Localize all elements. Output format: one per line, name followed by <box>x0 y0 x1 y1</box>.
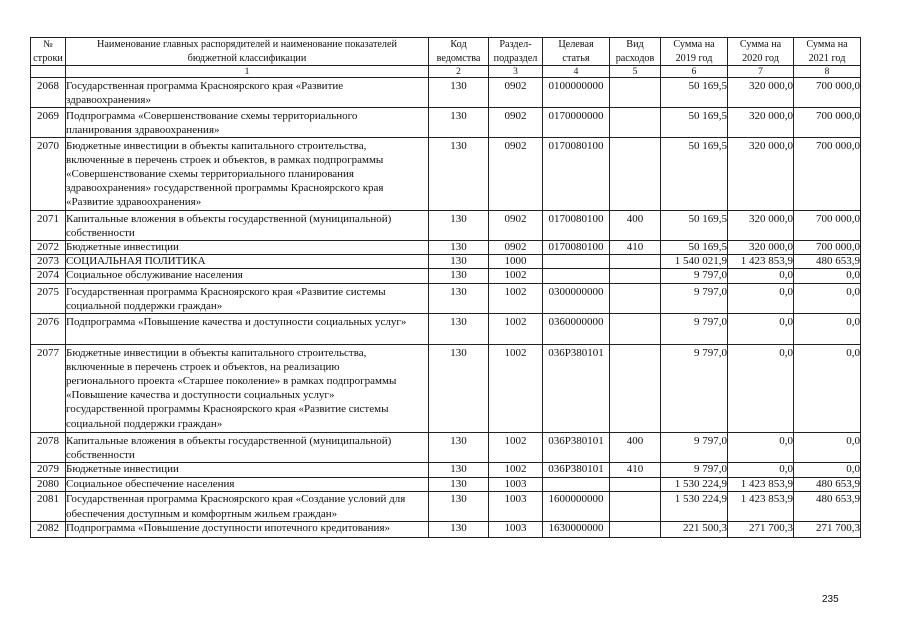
expense-type <box>610 477 661 491</box>
name-line: здравоохранения» государственной программы Красноярского края <box>66 182 384 195</box>
department-code: 130 <box>429 78 489 108</box>
header-line: 2019 год <box>675 52 713 64</box>
department-code: 130 <box>429 241 489 255</box>
budget-row <box>31 491 861 521</box>
expense-type <box>610 314 661 345</box>
sum-2020: 0,0 <box>728 462 794 477</box>
expense-type <box>610 269 661 284</box>
target-article: 1630000000 <box>543 521 610 537</box>
expense-type: 410 <box>610 462 661 477</box>
target-article: 0170080100 <box>543 138 610 211</box>
target-article: 0300000000 <box>543 284 610 314</box>
header-line: 2020 год <box>742 52 779 64</box>
header-line: подраздел <box>493 52 538 64</box>
header-line: статья <box>562 52 590 64</box>
name-line: «Развитие здравоохранения» <box>66 196 202 209</box>
row-name <box>66 108 429 138</box>
department-code: 130 <box>429 138 489 211</box>
header-line: № <box>43 39 53 50</box>
row-number: 2081 <box>31 491 66 521</box>
budget-row <box>31 314 861 345</box>
name-line: Государственная программа Красноярского края «Развитие системы <box>66 285 386 298</box>
section-code: 1002 <box>489 433 543 463</box>
sum-2021: 480 653,9 <box>794 477 861 491</box>
column-number: 8 <box>794 66 861 78</box>
sum-2020: 0,0 <box>728 433 794 463</box>
sum-2019: 1 530 224,9 <box>661 477 728 491</box>
name-line: Бюджетные инвестиции в объекты капитального строительства, <box>66 346 367 359</box>
target-article: 0170000000 <box>543 108 610 138</box>
name-line: Государственная программа Красноярского края «Создание условий для <box>66 493 406 506</box>
name-line: включенные в перечень строек и объектов, в рамках подпрограммы <box>66 153 384 166</box>
sum-2021: 0,0 <box>794 433 861 463</box>
sum-2021: 271 700,3 <box>794 521 861 537</box>
section-code: 0902 <box>489 138 543 211</box>
row-number: 2076 <box>31 314 66 345</box>
name-line: Государственная программа Красноярского края «Развитие <box>66 79 344 92</box>
column-number: 1 <box>66 66 429 78</box>
sum-2020: 0,0 <box>728 345 794 433</box>
header-line: строки <box>33 52 63 64</box>
header-line: 2021 год <box>808 52 846 64</box>
section-code: 1002 <box>489 462 543 477</box>
sum-2020: 0,0 <box>728 284 794 314</box>
sum-2019: 9 797,0 <box>661 284 728 314</box>
section-code: 1002 <box>489 269 543 284</box>
column-number: 4 <box>543 66 610 78</box>
budget-row <box>31 269 861 284</box>
expense-type <box>610 521 661 537</box>
sum-2021: 480 653,9 <box>794 255 861 269</box>
row-name <box>66 462 429 477</box>
row-number: 2080 <box>31 477 66 491</box>
sum-2019: 50 169,5 <box>661 241 728 255</box>
row-name <box>66 491 429 521</box>
name-line: планирования здравоохранения» <box>66 123 220 136</box>
department-code: 130 <box>429 477 489 491</box>
row-name <box>66 433 429 463</box>
budget-row <box>31 345 861 433</box>
expense-type: 410 <box>610 241 661 255</box>
name-line: Бюджетные инвестиции в объекты капитального строительства, <box>66 139 367 152</box>
sum-2019: 50 169,5 <box>661 211 728 241</box>
sum-2019: 9 797,0 <box>661 269 728 284</box>
header-line: Раздел- <box>499 39 532 50</box>
name-line: Подпрограмма «Совершенствование схемы территориального <box>66 109 358 122</box>
sum-2021: 480 653,9 <box>794 491 861 521</box>
department-code: 130 <box>429 491 489 521</box>
budget-row <box>31 108 861 138</box>
header-line: расходов <box>615 52 655 64</box>
row-name <box>66 241 429 255</box>
sum-2020: 320 000,0 <box>728 78 794 108</box>
header-line: Сумма на <box>806 39 848 50</box>
header-expense-type <box>610 38 661 66</box>
section-code: 0902 <box>489 108 543 138</box>
expense-type <box>610 345 661 433</box>
section-code: 1002 <box>489 314 543 345</box>
target-article <box>543 269 610 284</box>
row-number: 2075 <box>31 284 66 314</box>
name-line: Бюджетные инвестиции <box>66 241 179 253</box>
name-line: «Совершенствование схемы территориального планирования <box>66 167 354 180</box>
sum-2019: 1 530 224,9 <box>661 491 728 521</box>
sum-2021: 0,0 <box>794 269 861 284</box>
row-name <box>66 255 429 269</box>
row-name <box>66 269 429 284</box>
row-name <box>66 314 429 345</box>
column-numbers-row <box>31 66 861 78</box>
sum-2021: 0,0 <box>794 284 861 314</box>
budget-row <box>31 241 861 255</box>
row-name <box>66 284 429 314</box>
expense-type <box>610 284 661 314</box>
department-code: 130 <box>429 284 489 314</box>
department-code: 130 <box>429 433 489 463</box>
sum-2020: 320 000,0 <box>728 108 794 138</box>
name-line: Подпрограмма «Повышение качества и доступности социальных услуг» <box>66 315 407 328</box>
name-line: обеспечения доступным и комфортным жильем граждан» <box>66 507 338 520</box>
row-number: 2068 <box>31 78 66 108</box>
sum-2020: 1 423 853,9 <box>728 491 794 521</box>
row-number: 2082 <box>31 521 66 537</box>
sum-2020: 0,0 <box>728 314 794 345</box>
name-line: регионального проекта «Старшее поколение» в рамках подпрограммы <box>66 374 397 387</box>
row-number: 2074 <box>31 269 66 284</box>
department-code: 130 <box>429 255 489 269</box>
name-line: Подпрограмма «Повышение доступности ипотечного кредитования» <box>66 521 391 534</box>
row-name <box>66 138 429 211</box>
sum-2019: 221 500,3 <box>661 521 728 537</box>
expense-type <box>610 78 661 108</box>
name-line: Социальное обслуживание населения <box>66 269 243 281</box>
target-article: 036P380101 <box>543 433 610 463</box>
budget-row <box>31 477 861 491</box>
sum-2021: 0,0 <box>794 314 861 345</box>
header-row-number <box>31 38 66 66</box>
expense-type <box>610 255 661 269</box>
section-code: 1002 <box>489 284 543 314</box>
target-article: 1600000000 <box>543 491 610 521</box>
sum-2020: 320 000,0 <box>728 241 794 255</box>
expense-type <box>610 138 661 211</box>
sum-2019: 50 169,5 <box>661 78 728 108</box>
column-number: 7 <box>728 66 794 78</box>
header-line: Сумма на <box>673 39 715 50</box>
row-number: 2079 <box>31 462 66 477</box>
header-name <box>66 38 429 66</box>
header-row <box>31 38 861 66</box>
sum-2019: 50 169,5 <box>661 138 728 211</box>
budget-row <box>31 78 861 108</box>
budget-row <box>31 211 861 241</box>
name-line: СОЦИАЛЬНАЯ ПОЛИТИКА <box>66 255 206 267</box>
expense-type: 400 <box>610 211 661 241</box>
name-line: государственной программы Красноярского края «Развитие системы <box>66 403 389 416</box>
budget-row <box>31 433 861 463</box>
sum-2021: 0,0 <box>794 462 861 477</box>
column-number: 2 <box>429 66 489 78</box>
header-department-code <box>429 38 489 66</box>
row-number: 2072 <box>31 241 66 255</box>
budget-table <box>30 37 861 538</box>
name-line: собственности <box>66 448 135 461</box>
target-article: 036P380101 <box>543 345 610 433</box>
row-number: 2077 <box>31 345 66 433</box>
sum-2019: 9 797,0 <box>661 462 728 477</box>
sum-2019: 1 540 021,9 <box>661 255 728 269</box>
name-line: «Повышение качества и доступности социальных услуг» <box>66 389 335 402</box>
sum-2020: 1 423 853,9 <box>728 255 794 269</box>
target-article: 0360000000 <box>543 314 610 345</box>
row-name <box>66 521 429 537</box>
row-name <box>66 345 429 433</box>
section-code: 1000 <box>489 255 543 269</box>
column-number: 3 <box>489 66 543 78</box>
section-code: 0902 <box>489 211 543 241</box>
budget-row <box>31 521 861 537</box>
department-code: 130 <box>429 314 489 345</box>
expense-type: 400 <box>610 433 661 463</box>
sum-2019: 9 797,0 <box>661 314 728 345</box>
sum-2020: 1 423 853,9 <box>728 477 794 491</box>
name-line: социальной поддержки граждан» <box>66 417 223 430</box>
name-line: Капитальные вложения в объекты государственной (муниципальной) <box>66 434 392 447</box>
header-section-code <box>489 38 543 66</box>
row-number: 2078 <box>31 433 66 463</box>
name-line: собственности <box>66 226 135 239</box>
department-code: 130 <box>429 345 489 433</box>
department-code: 130 <box>429 462 489 477</box>
name-line: здравоохранения» <box>66 93 151 106</box>
column-number-empty <box>31 66 66 78</box>
sum-2021: 700 000,0 <box>794 211 861 241</box>
name-line: Социальное обеспечение населения <box>66 477 235 490</box>
row-number: 2073 <box>31 255 66 269</box>
sum-2021: 0,0 <box>794 345 861 433</box>
target-article <box>543 255 610 269</box>
target-article: 0170080100 <box>543 241 610 255</box>
sum-2021: 700 000,0 <box>794 241 861 255</box>
name-line: Бюджетные инвестиции <box>66 462 179 475</box>
sum-2021: 700 000,0 <box>794 108 861 138</box>
header-line: бюджетной классификации <box>187 52 307 64</box>
budget-row <box>31 462 861 477</box>
header-target-article <box>543 38 610 66</box>
sum-2021: 700 000,0 <box>794 78 861 108</box>
header-line: Наименование главных распорядителей и наименование показателей <box>97 39 397 50</box>
target-article: 0100000000 <box>543 78 610 108</box>
sum-2019: 9 797,0 <box>661 433 728 463</box>
target-article: 036P380101 <box>543 462 610 477</box>
name-line: социальной поддержки граждан» <box>66 299 223 312</box>
section-code: 1003 <box>489 477 543 491</box>
sum-2020: 271 700,3 <box>728 521 794 537</box>
page-number: 235 <box>822 594 839 605</box>
department-code: 130 <box>429 108 489 138</box>
section-code: 1002 <box>489 345 543 433</box>
header-sum-2021 <box>794 38 861 66</box>
budget-row <box>31 255 861 269</box>
name-line: включенные в перечень строек и объектов, на реализацию <box>66 360 340 373</box>
header-line: ведомства <box>436 52 481 64</box>
header-line: Код <box>450 39 467 50</box>
header-sum-2019 <box>661 38 728 66</box>
section-code: 0902 <box>489 241 543 255</box>
header-line: Вид <box>626 39 644 50</box>
column-number: 6 <box>661 66 728 78</box>
budget-row <box>31 138 861 211</box>
department-code: 130 <box>429 521 489 537</box>
sum-2019: 9 797,0 <box>661 345 728 433</box>
sum-2021: 700 000,0 <box>794 138 861 211</box>
header-line: Целевая <box>558 39 594 50</box>
header-sum-2020 <box>728 38 794 66</box>
row-number: 2070 <box>31 138 66 211</box>
section-code: 1003 <box>489 491 543 521</box>
department-code: 130 <box>429 211 489 241</box>
row-number: 2071 <box>31 211 66 241</box>
name-line: Капитальные вложения в объекты государственной (муниципальной) <box>66 212 392 225</box>
section-code: 0902 <box>489 78 543 108</box>
sum-2020: 0,0 <box>728 269 794 284</box>
sum-2019: 50 169,5 <box>661 108 728 138</box>
row-name <box>66 211 429 241</box>
budget-row <box>31 284 861 314</box>
target-article <box>543 477 610 491</box>
row-name <box>66 477 429 491</box>
row-number: 2069 <box>31 108 66 138</box>
target-article: 0170080100 <box>543 211 610 241</box>
section-code: 1003 <box>489 521 543 537</box>
row-name <box>66 78 429 108</box>
sum-2020: 320 000,0 <box>728 211 794 241</box>
department-code: 130 <box>429 269 489 284</box>
column-number: 5 <box>610 66 661 78</box>
expense-type <box>610 108 661 138</box>
expense-type <box>610 491 661 521</box>
sum-2020: 320 000,0 <box>728 138 794 211</box>
header-line: Сумма на <box>739 39 782 50</box>
